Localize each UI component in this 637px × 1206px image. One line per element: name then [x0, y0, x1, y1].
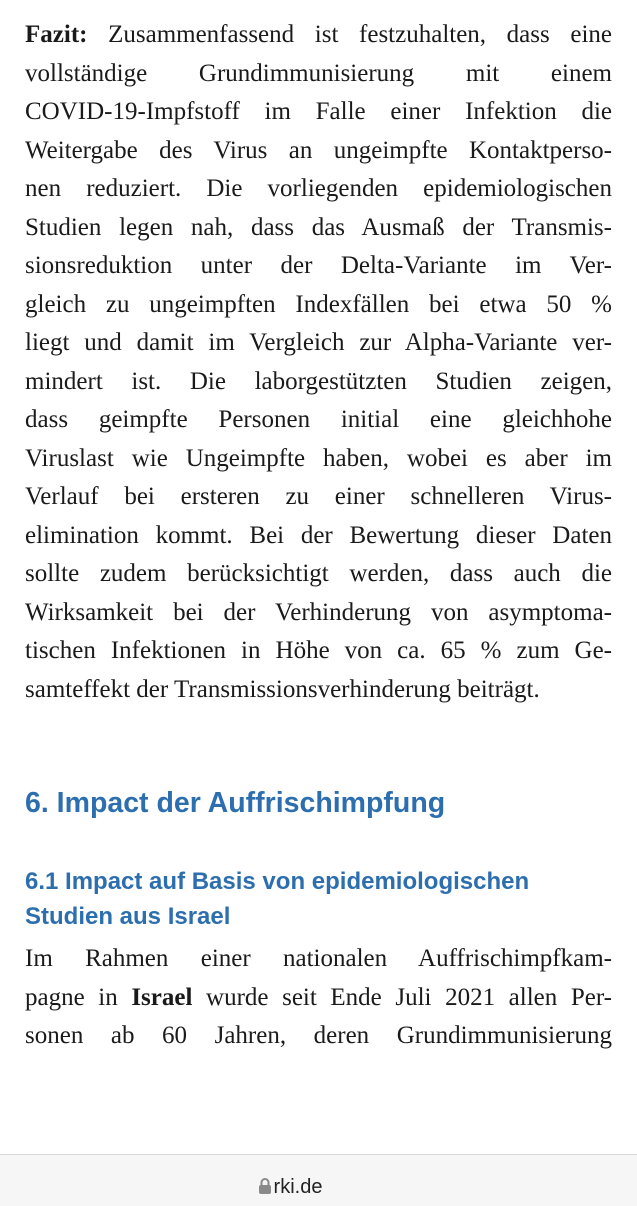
text-line: Studien legen nah, dass das Ausmaß der Transmis- [25, 213, 612, 241]
israel-paragraph [25, 940, 612, 1056]
text-segment: pagne in [25, 983, 132, 1011]
fazit-paragraph [25, 16, 612, 709]
text-line: Viruslast wie Ungeimpfte haben, wobei es aber im [25, 444, 612, 472]
text-line: sollte zudem berücksichtigt werden, dass auch die [25, 560, 612, 587]
heading-line: Studien aus Israel [25, 903, 231, 930]
heading-line: 6.1 Impact auf Basis von epidemiologischen [25, 868, 530, 895]
text-line [25, 979, 612, 1018]
text-line: Im Rahmen einer nationalen Auffrischimpfkam- [25, 945, 612, 972]
text-line: Wirksamkeit bei der Verhinderung von asymptoma- [25, 598, 612, 626]
text-line: dass geimpfte Personen initial eine gleichhohe [25, 406, 612, 433]
text-line: samteffekt der Transmissionsverhinderung beiträgt. [25, 675, 540, 703]
text-line: Verlauf bei ersteren zu einer schnelleren Virus- [25, 483, 612, 510]
text-line-content: Zusammenfassend ist festzuhalten, dass eine [87, 21, 612, 48]
text-line: sonen ab 60 Jahren, deren Grundimmunisierung [25, 1022, 612, 1049]
text-line: elimination kommt. Bei der Bewertung dieser Daten [25, 521, 612, 549]
text-line: Weitergabe des Virus an ungeimpfte Kontaktperso- [25, 136, 612, 164]
text-line: liegt und damit im Vergleich zur Alpha-Variante ver- [25, 329, 612, 356]
section-heading-6: 6. Impact der Auffrischimpfung [25, 787, 446, 819]
israel-emphasis: Israel [131, 983, 193, 1011]
text-line: gleich zu ungeimpften Indexfällen bei etwa 50 % [25, 290, 612, 318]
subsection-heading-6-1 [25, 864, 529, 934]
browser-address-bar[interactable] [0, 1154, 637, 1206]
lock-icon [258, 1177, 272, 1195]
fazit-label: Fazit: [25, 21, 88, 48]
text-line: COVID-19-Impfstoff im Falle einer Infektion die [25, 98, 612, 125]
text-line: sionsreduktion unter der Delta-Variante im Ver- [25, 252, 612, 279]
article-body [25, 16, 612, 709]
text-line: vollständige Grundimmunisierung mit einem [25, 59, 612, 87]
text-line: nen reduziert. Die vorliegenden epidemiologischen [25, 175, 612, 202]
url-display[interactable] [0, 1175, 580, 1199]
text-line: tischen Infektionen in Höhe von ca. 65 % zum Ge- [25, 637, 612, 664]
text-segment: wurde seit Ende Juli 2021 allen Per- [192, 983, 612, 1011]
text-line: mindert ist. Die laborgestützten Studien zeigen, [25, 367, 612, 395]
text-line [25, 16, 612, 55]
domain-text: rki.de [273, 1176, 323, 1198]
